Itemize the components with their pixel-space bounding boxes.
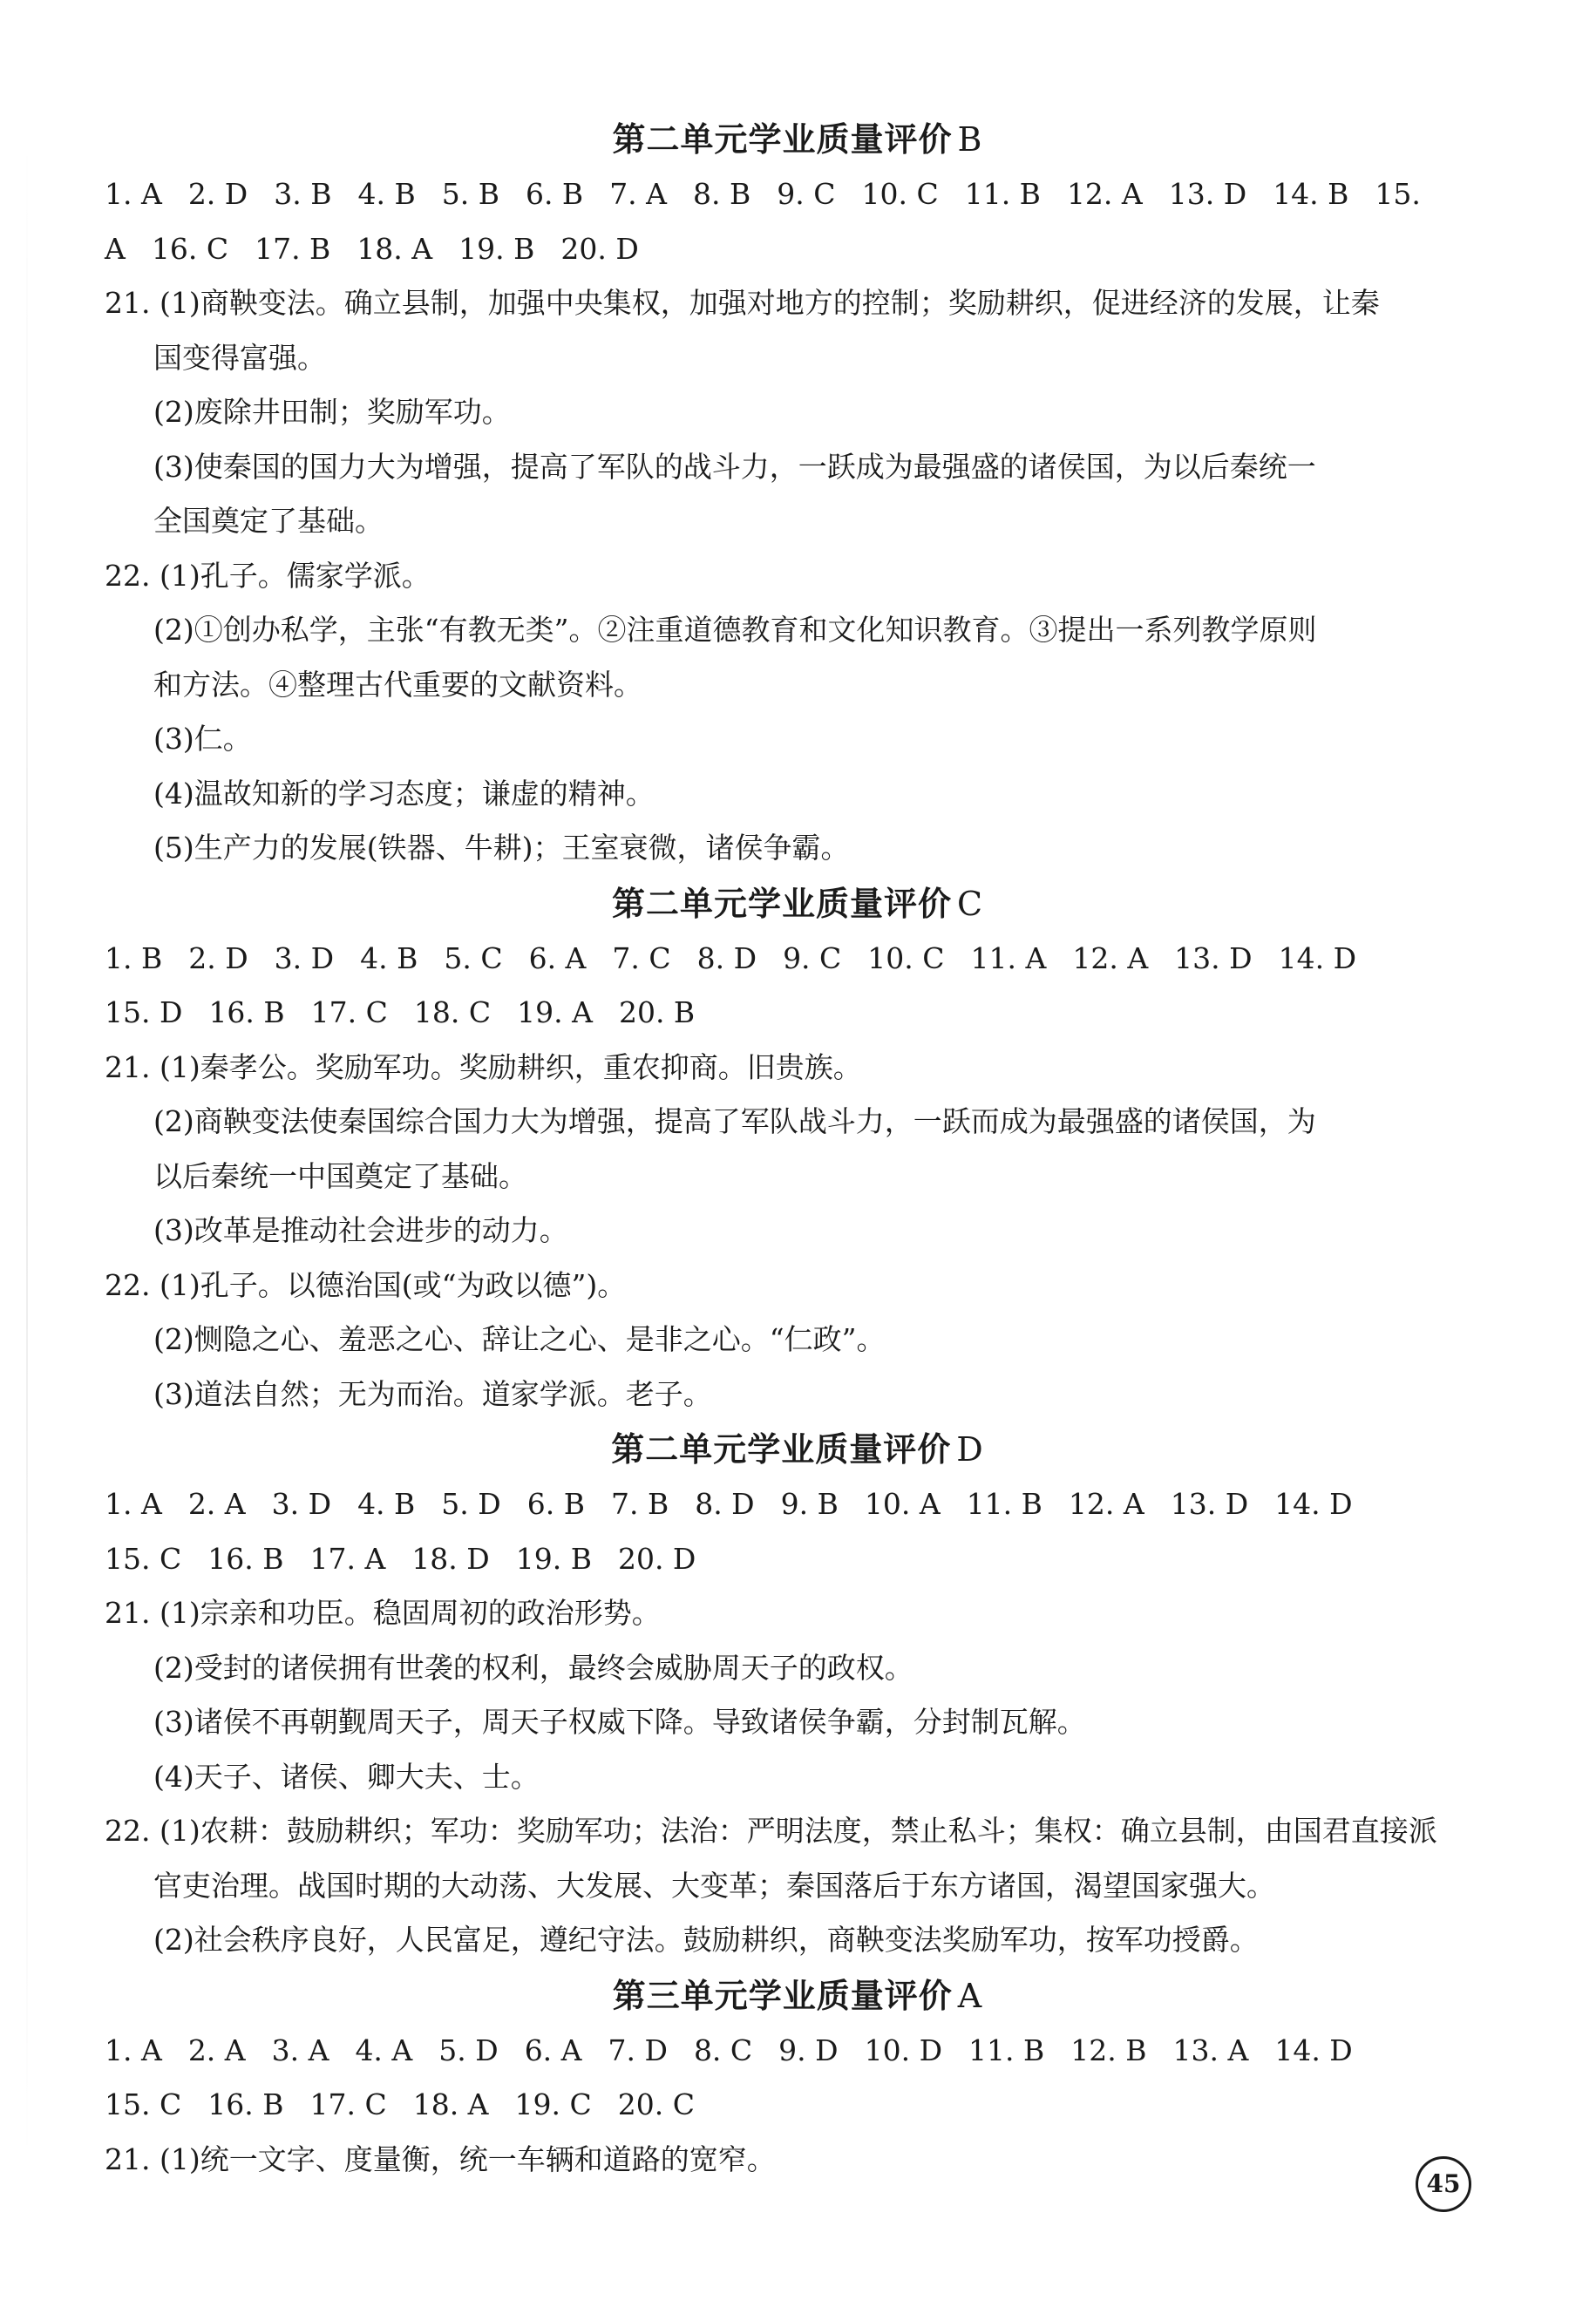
mc-answers-row (105, 2024, 1491, 2079)
mc-answer: 17. C (310, 995, 388, 1029)
answer-key-content (105, 112, 1491, 2187)
mc-answer: 20. C (617, 2087, 695, 2121)
mc-answer: 2. D (187, 177, 248, 211)
mc-answer: 12. A (1066, 177, 1143, 211)
mc-answer: 7. A (609, 177, 667, 211)
section-title-text: 第二单元学业质量评价 (611, 884, 952, 923)
mc-answer: 16. B (208, 995, 285, 1029)
section-unit3-a (105, 1968, 1491, 2188)
mc-answer: 12. B (1070, 2033, 1147, 2067)
mc-answer: 11. B (966, 1487, 1042, 1521)
mc-answer: 18. C (413, 995, 492, 1029)
mc-answer: 2. A (187, 1487, 246, 1521)
section-title-text: 第三单元学业质量评价 (612, 1976, 953, 2015)
answer-line: 国变得富强。 (153, 340, 326, 375)
mc-answer: 12. A (1072, 940, 1149, 975)
section-title-text: 第二单元学业质量评价 (612, 120, 953, 159)
page-number: 45 (1416, 2156, 1471, 2212)
mc-answer: 4. A (355, 2033, 413, 2067)
mc-answer: 20. D (617, 1541, 696, 1576)
mc-answer: 18. D (411, 1541, 490, 1576)
section-letter: C (956, 884, 984, 923)
mc-answer: 4. B (360, 940, 418, 975)
answer-line: (2)商鞅变法使秦国综合国力大为增强，提高了军队战斗力，一跃而成为最强盛的诸侯国，为 (153, 1104, 1316, 1138)
mc-answer: 3. B (274, 177, 332, 211)
page-edge-shadow (26, 131, 28, 2170)
answer-line: 22. (1)农耕：鼓励耕织；军功：奖励军功；法治：严明法度，禁止私斗；集权：确立县制，由国君直接派 (105, 1814, 1437, 1848)
section-unit2-b (105, 112, 1491, 876)
mc-answer: 14. D (1278, 940, 1357, 975)
mc-answers-row (105, 1532, 1491, 1587)
mc-answer: 10. C (861, 177, 939, 211)
mc-answer: 10. A (864, 1487, 941, 1521)
mc-answer: 1. A (105, 2033, 162, 2067)
mc-answer: 7. D (608, 2033, 668, 2067)
mc-answer: 16. B (207, 1541, 284, 1576)
answer-line: (2)受封的诸侯拥有世袭的权利，最终会威胁周天子的政权。 (153, 1650, 913, 1685)
answer-line: (3)诸侯不再朝觐周天子，周天子权威下降。导致诸侯争霸，分封制瓦解。 (153, 1705, 1086, 1739)
mc-answer: 15. D (105, 995, 183, 1029)
mc-answer: 16. C (151, 231, 229, 266)
mc-answers-row (105, 167, 1491, 222)
mc-answer: 13. D (1174, 940, 1253, 975)
mc-answer: 3. A (271, 2033, 329, 2067)
mc-answer: 9. B (780, 1487, 839, 1521)
mc-answer: 7. C (612, 940, 671, 975)
mc-answer: 18. A (357, 231, 433, 266)
mc-answer: 1. A (105, 1487, 162, 1521)
mc-answers-row (105, 986, 1491, 1041)
mc-answer: 6. B (526, 1487, 585, 1521)
mc-answer: 6. A (524, 2033, 582, 2067)
answer-line: (4)天子、诸侯、卿大夫、士。 (153, 1759, 540, 1794)
mc-answer: 10. C (867, 940, 945, 975)
answer-line: (2)①创办私学，主张“有教无类”。②注重道德教育和文化知识教育。③提出一系列教学原则 (153, 613, 1317, 647)
mc-answers-row (105, 932, 1491, 987)
mc-answer: 20. D (560, 231, 639, 266)
answer-line: 22. (1)孔子。以德治国(或“为政以德”)。 (105, 1267, 627, 1302)
mc-answer: 9. D (778, 2033, 839, 2067)
section-title (105, 1968, 1491, 2024)
mc-answers-row (105, 1477, 1491, 1532)
mc-answer: 3. D (271, 1487, 332, 1521)
mc-answer: 15. C (105, 2087, 182, 2121)
mc-answer: 14. D (1274, 2033, 1353, 2067)
mc-answer: 19. B (458, 231, 535, 266)
mc-answer: 18. A (412, 2087, 489, 2121)
answer-line: 全国奠定了基础。 (153, 504, 384, 538)
answer-line: 21. (1)宗亲和功臣。稳固周初的政治形势。 (105, 1596, 661, 1630)
mc-answer: 6. A (528, 940, 587, 975)
section-unit2-d (105, 1422, 1491, 1968)
answer-line: 21. (1)秦孝公。奖励军功。奖励耕织，重农抑商。旧贵族。 (105, 1049, 862, 1084)
mc-answers-row (105, 2078, 1491, 2133)
mc-answer: 15. (1375, 177, 1421, 211)
answer-line: 21. (1)商鞅变法。确立县制，加强中央集权，加强对地方的控制；奖励耕织，促进经济的发展，让秦 (105, 286, 1380, 320)
answer-line: 以后秦统一中国奠定了基础。 (153, 1158, 527, 1193)
mc-answer: 17. B (255, 231, 331, 266)
mc-answer: 1. A (105, 177, 162, 211)
mc-answer: 11. B (968, 2033, 1045, 2067)
mc-answer: 5. D (441, 1487, 501, 1521)
answer-line: 官吏治理。战国时期的大动荡、大发展、大变革；秦国落后于东方诸国，渴望国家强大。 (153, 1868, 1275, 1903)
mc-answer: 12. A (1068, 1487, 1144, 1521)
section-title-text: 第二单元学业质量评价 (611, 1430, 952, 1469)
mc-answer: 8. C (693, 2033, 753, 2067)
section-title (105, 876, 1491, 932)
answer-line: 和方法。④整理古代重要的文献资料。 (153, 667, 642, 702)
answer-line: (5)生产力的发展(铁器、牛耕)；王室衰微，诸侯争霸。 (153, 831, 850, 865)
mc-answer: 5. C (444, 940, 503, 975)
mc-answer: 4. B (357, 177, 416, 211)
mc-answer: 6. B (525, 177, 584, 211)
mc-answer: 14. D (1274, 1487, 1353, 1521)
answer-line: (4)温故知新的学习态度；谦虚的精神。 (153, 776, 655, 811)
mc-answer: 3. D (274, 940, 335, 975)
mc-answer: 11. A (970, 940, 1047, 975)
section-letter: B (957, 120, 983, 159)
answer-line: (2)废除井田制；奖励军功。 (153, 395, 511, 429)
answer-line: (3)道法自然；无为而治。道家学派。老子。 (153, 1376, 712, 1411)
section-title (105, 112, 1491, 167)
mc-answer: 14. B (1273, 177, 1349, 211)
answer-line: (3)仁。 (153, 722, 252, 756)
mc-answer: 16. B (207, 2087, 284, 2121)
mc-answers-row (105, 222, 1491, 277)
mc-answer: 19. A (517, 995, 593, 1029)
mc-answer: 19. B (515, 1541, 592, 1576)
mc-answer: 8. B (693, 177, 751, 211)
mc-answer: 17. C (309, 2087, 387, 2121)
answer-line: (3)使秦国的国力大为增强，提高了军队的战斗力，一跃成为最强盛的诸侯国，为以后秦统一 (153, 449, 1316, 484)
mc-answer: 13. A (1172, 2033, 1249, 2067)
mc-answer: 20. B (618, 995, 696, 1029)
mc-answer: 1. B (105, 940, 163, 975)
mc-answer: 8. D (696, 940, 757, 975)
mc-answer: 9. C (777, 177, 836, 211)
answer-line: (3)改革是推动社会进步的动力。 (153, 1213, 568, 1247)
mc-answer: 11. B (964, 177, 1041, 211)
mc-answer: 17. A (309, 1541, 386, 1576)
mc-answer: 5. B (441, 177, 499, 211)
mc-answer: 10. D (864, 2033, 943, 2067)
mc-answer: 9. C (783, 940, 842, 975)
mc-answer: 13. D (1170, 1487, 1249, 1521)
answer-line: (2)社会秩序良好，人民富足，遵纪守法。鼓励耕织，商鞅变法奖励军功，按军功授爵。 (153, 1923, 1259, 1957)
section-unit2-c (105, 876, 1491, 1422)
mc-answer: A (105, 231, 126, 266)
mc-answer: 2. A (187, 2033, 246, 2067)
mc-answer: 2. D (188, 940, 248, 975)
mc-answer: 13. D (1168, 177, 1247, 211)
mc-answer: 15. C (105, 1541, 182, 1576)
answer-line: 21. (1)统一文字、度量衡，统一车辆和道路的宽窄。 (105, 2141, 776, 2176)
answer-line: (2)恻隐之心、羞恶之心、辞让之心、是非之心。“仁政”。 (153, 1322, 886, 1356)
mc-answer: 5. D (438, 2033, 499, 2067)
mc-answer: 19. C (514, 2087, 592, 2121)
answer-line: 22. (1)孔子。儒家学派。 (105, 558, 431, 593)
mc-answer: 4. B (357, 1487, 416, 1521)
mc-answer: 8. D (695, 1487, 755, 1521)
section-title (105, 1422, 1491, 1477)
section-letter: A (957, 1976, 983, 2015)
mc-answer: 7. B (610, 1487, 669, 1521)
section-letter: D (956, 1430, 984, 1469)
